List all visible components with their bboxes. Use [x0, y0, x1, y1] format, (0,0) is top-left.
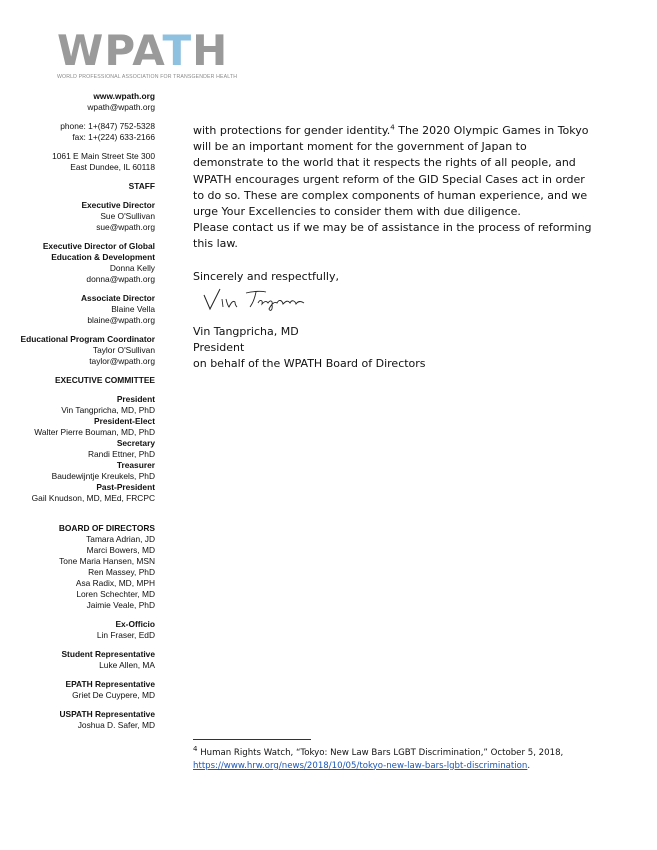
logo-wordmark [57, 26, 237, 75]
footnote-separator [193, 739, 311, 740]
body-paragraph: with protections for gender identity.$^4$ The 2020 Olympic Games in Tokyo will be an important moment for the government of Japan to demonstrate to the world that it respects the rights of all people, and WPATH encourages urgent reform of the GID Special Cases act in order to do so. These are complex components of human experience, and we urge Your Excellencies to consider them with due diligence. [193, 123, 589, 219]
exec-name: Randi Ettner, PhD [87, 449, 155, 459]
exec-role: Past-President [96, 482, 155, 492]
footnote-number: 4 [193, 745, 198, 754]
signer-title: President [193, 341, 245, 355]
exec-role: Secretary [116, 438, 155, 448]
logo-subtitle: WORLD PROFESSIONAL ASSOCIATION FOR TRANSGENDER HEALTH [57, 74, 238, 80]
board-member: Jaimie Veale, PhD [86, 600, 155, 610]
footnote-url-link[interactable]: https://www.hrw.org/news/2018/10/05/tokyo-new-law-bars-lgbt-discrimination [193, 760, 528, 771]
board-member: Ren Massey, PhD [88, 567, 155, 577]
signature-block [193, 324, 593, 373]
uspath-rep-title: USPATH Representative [59, 709, 155, 719]
student-rep-name: Luke Allen, MA [99, 660, 155, 670]
phone-number: phone: 1+(847) 752-5328 [60, 121, 155, 131]
handwritten-signature [200, 285, 330, 313]
staff-title: Associate Director [80, 293, 155, 303]
staff-title: Executive Director [81, 200, 155, 210]
staff-title: Education & Development [51, 252, 155, 262]
staff-name: Donna Kelly [109, 263, 155, 273]
footnote-reference[interactable]: 4 [390, 123, 395, 132]
closing-line: Sincerely and respectfully, [193, 269, 339, 283]
exec-name: Vin Tangpricha, MD, PhD [61, 405, 155, 415]
staff-email-link[interactable]: blaine@wpath.org [87, 315, 155, 325]
ex-officio-title: Ex-Officio [115, 619, 155, 629]
logo-word-accent: T [162, 26, 193, 75]
exec-role: Treasurer [116, 460, 155, 470]
staff-name: Blaine Vella [111, 304, 155, 314]
fax-number: fax: 1+(224) 633-2166 [72, 132, 155, 142]
logo-word-part: H [192, 26, 229, 75]
board-member: Tone Maria Hansen, MSN [59, 556, 155, 566]
staff-email-link[interactable]: donna@wpath.org [86, 274, 155, 284]
letter-body [193, 123, 593, 285]
student-rep-title: Student Representative [61, 649, 155, 659]
exec-role: President-Elect [94, 416, 155, 426]
signer-behalf: on behalf of the WPATH Board of Directors [193, 357, 426, 371]
staff-name: Taylor O'Sullivan [92, 345, 155, 355]
epath-rep-name: Griet De Cuypere, MD [72, 690, 155, 700]
exec-name: Gail Knudson, MD, MEd, FRCPC [31, 493, 155, 503]
staff-email-link[interactable]: sue@wpath.org [96, 222, 155, 232]
staff-email-link[interactable]: taylor@wpath.org [89, 356, 155, 366]
body-paragraph: Please contact us if we may be of assistance in the process of reforming this law. [193, 221, 592, 251]
org-email-link[interactable]: wpath@wpath.org [87, 102, 155, 112]
address-line: East Dundee, IL 60118 [70, 162, 155, 172]
website-link[interactable]: www.wpath.org [93, 91, 155, 101]
exec-name: Baudewijntje Kreukels, PhD [51, 471, 155, 481]
staff-heading: STAFF [128, 181, 155, 191]
letterhead-sidebar [0, 91, 155, 731]
board-member: Marci Bowers, MD [86, 545, 155, 555]
board-member: Loren Schechter, MD [76, 589, 155, 599]
footnote: $^4$ Human Rights Watch, “Tokyo: New Law Bars LGBT Discrimination,” October 5, 2018, https://www.hrw.org/news/2018/10/05/tokyo-new-law-bars-lgbt-discrimination. [193, 745, 564, 771]
board-heading: BOARD OF DIRECTORS [58, 523, 155, 533]
footnote-text: Human Rights Watch, “Tokyo: New Law Bars LGBT Discrimination,” October 5, 2018, [197, 748, 564, 758]
exec-role: President [116, 394, 155, 404]
address-line: 1061 E Main Street Ste 300 [52, 151, 155, 161]
staff-title: Executive Director of Global [42, 241, 155, 251]
uspath-rep-name: Joshua D. Safer, MD [77, 720, 155, 730]
board-member: Tamara Adrian, JD [86, 534, 155, 544]
logo-word-part: WPA [57, 26, 163, 75]
wpath-logo [57, 26, 238, 80]
staff-name: Sue O'Sullivan [100, 211, 155, 221]
epath-rep-title: EPATH Representative [65, 679, 155, 689]
board-member: Asa Radix, MD, MPH [75, 578, 155, 588]
exec-name: Walter Pierre Bouman, MD, PhD [34, 427, 155, 437]
exec-committee-heading: EXECUTIVE COMMITTEE [54, 375, 155, 385]
staff-title: Educational Program Coordinator [20, 334, 155, 344]
signer-name: Vin Tangpricha, MD [193, 325, 299, 338]
ex-officio-name: Lin Fraser, EdD [96, 630, 155, 640]
